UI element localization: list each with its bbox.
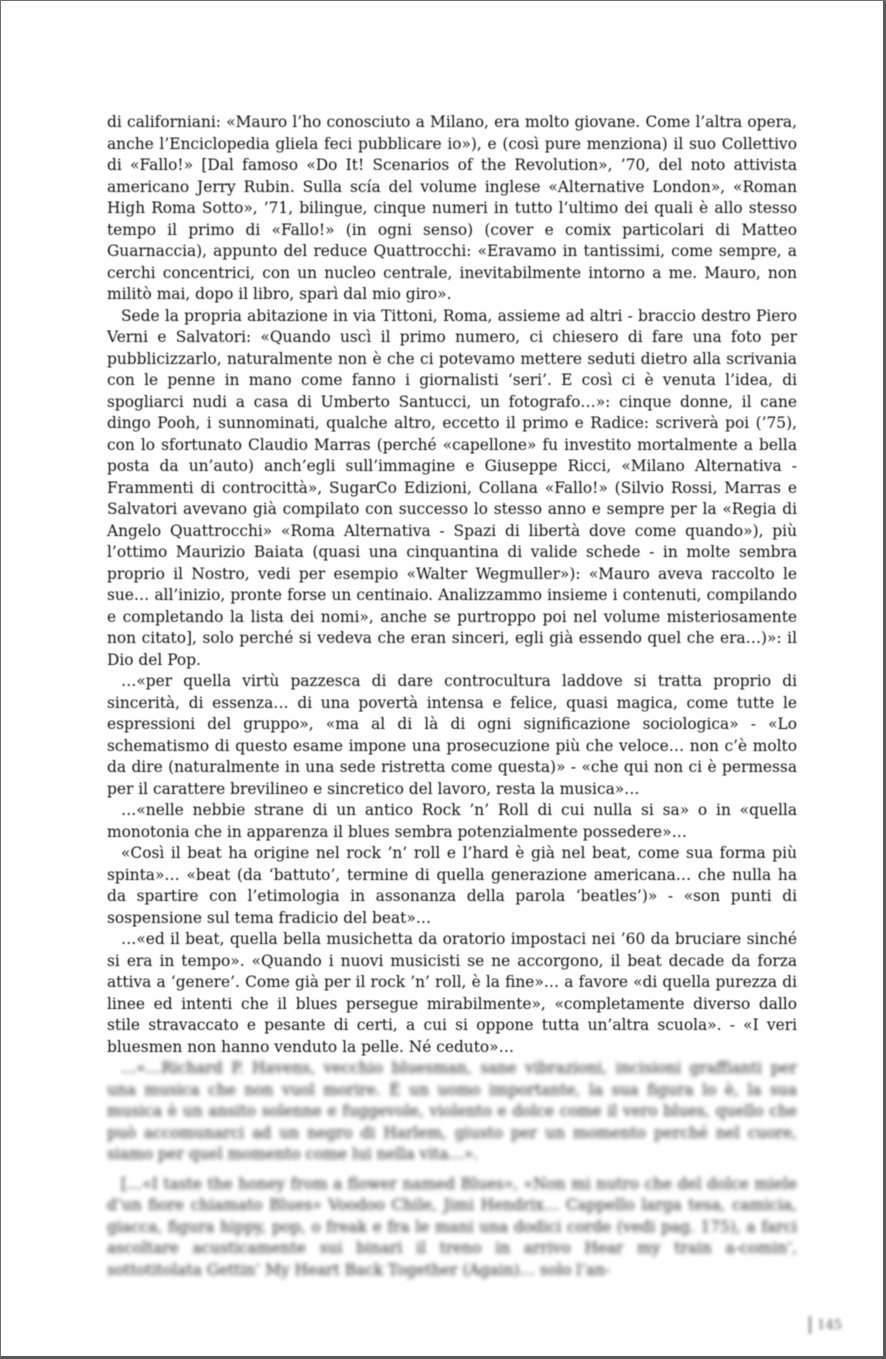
blurred-paragraph-2: […«I taste the honey from a flower named Blues», «Non mi nutro che del dolce miele d’un fiore chiamato Blues» Voodoo Chile, Jimi Hendrix… Cappello larga tesa, camicia, giacca, figura hippy, pop, o freak e fra le mani una dodici corde (vedi pag. 175), a farci ascoltare acusticamente sui binari il treno in arrivo Hear my train a-comin’, sottotitolata Gettin’ My Heart Back Together (Again)… solo l’an-	[107, 1174, 797, 1279]
paragraph-2: Sede la propria abitazione in via Tittoni, Roma, assieme ad altri - braccio destro Piero Verni e Salvatori: «Quando uscì il primo numero, ci chiesero di fare una foto per pubblicizzarlo, naturalmente non è che ci potevamo mettere seduti dietro alla scrivania con le penne in mano come fanno i giornalisti ‘seri’. E così ci è venuta l’idea, di spogliarci nudi a casa di Umberto Santucci, un fotografo…»: cinque donne, il cane dingo Pooh, i sunnominati, qualche altro, eccetto il primo e Radice: scriverà poi (’75), con lo sfortunato Claudio Marras (perché «capellone» fu investito mortalmente a bella posta da un’auto) anch’egli sull’immagine e Giuseppe Ricci, «Milano Alternativa - Frammenti di controcittà», SugarCo Edizioni, Collana «Fallo!» (Silvio Rossi, Marras e Salvatori avevano già compilato con successo lo stesso anno e sempre per la «Regia di Angelo Quattrocchi» «Roma Alternativa - Spazi di libertà dove come quando»), più l’ottimo Maurizio Baiata (quasi una cinquantina di valide schede - in molte sembra proprio il Nostro, vedi per esempio «Walter Wegmuller»): «Mauro aveva raccolto le sue… all’inizio, pronte forse un centinaio. Analizzammo insieme i contenuti, compilando e completando la lista dei nomi», anche se purtroppo poi nel volume misteriosamente non citato], solo perché si vedeva che eran sinceri, egli già essendo quel che era…)»: il Dio del Pop.	[107, 306, 797, 669]
paragraph-1: di californiani: «Mauro l’ho conosciuto a Milano, era molto giovane. Come l’altra opera, anche l’Enciclopedia gliela feci pubblicare io»), e (così pure menziona) il suo Collettivo di «Fallo!» [Dal famoso «Do It! Scenarios of the Revolution», ’70, del noto attivista americano Jerry Rubin. Sulla scía del volume inglese «Alternative London», «Roman High Roma Sotto», ’71, bilingue, cinque numeri in tutto l’ultimo dei quali è allo stesso tempo il primo di «Fallo!» (in ogni senso) (cover e comix particolari di Matteo Guarnaccia), appunto del reduce Quattrocchi: «Eravamo in tantissimi, come sempre, a cerchi concentrici, con un nucleo centrale, inevitabilmente intorno a me. Mauro, non militò mai, dopo il libro, sparì dal mio giro».	[107, 113, 797, 303]
page-number-label: 145	[817, 1317, 842, 1333]
paragraph-4: …«nelle nebbie strane di un antico Rock ’n’ Roll di cui nulla si sa» o in «quella monotonia che in apparenza il blues sembra potenzialmente possedere»…	[107, 801, 797, 841]
body-text	[107, 112, 797, 1281]
blurred-paragraph-1: …«…Richard P. Havens, vecchio bluesman, sane vibrazioni, incisioni graffianti per una musica che non vuol morire. È un uomo importante, la sua figura lo è, la sua musica è un ansito solenne e fuggevole, violento e dolce come il vero blues, quello che può accomunarci ad un negro di Harlem, giusto per un momento perché nel cuore, siamo per quel momento come lui nella vita…».	[107, 1059, 797, 1163]
page-number	[809, 1316, 842, 1334]
paragraph-5: «Così il beat ha origine nel rock ’n’ roll e l’hard è già nel beat, come sua forma più spinta»… «beat (da ‘battuto’, termine di quella generazione americana… che nulla ha da spartire con l’etimologia in assonanza della parola ‘beatles’)» - «son punti di sospensione sul tema fradicio del beat»…	[107, 844, 797, 927]
page-number-rule	[809, 1316, 811, 1334]
paragraph-3: …«per quella virtù pazzesca di dare controcultura laddove si tratta proprio di sincerità, di essenza… di una povertà intensa e felice, quasi magica, come tutte le espressioni del gruppo», «ma al di là di ogni significazione sociologica» - «Lo schematismo di questo esame impone una prosecuzione più che veloce… non c’è molto da dire (naturalmente in una sede ristretta come questa)» - «che qui non ci è permessa per il carattere brevilineo e sincretico del lavoro, resta la musica»…	[107, 672, 797, 798]
paragraph-6: …«ed il beat, quella bella musichetta da oratorio impostaci nei ’60 da bruciare sinché si era in tempo». «Quando i nuovi musicisti se ne accorgono, il beat decade da forza attiva a ‘genere’. Come già per il rock ’n’ roll, è la fine»… a favore «di quella purezza di linee ed intenti che il blues persegue mirabilmente», «completamente diverso dallo stile stravaccato e pesante di certi, a cui si oppone tutta un’altra scuola». - «I veri bluesmen non hanno venduto la pelle. Né ceduto»…	[107, 930, 797, 1056]
